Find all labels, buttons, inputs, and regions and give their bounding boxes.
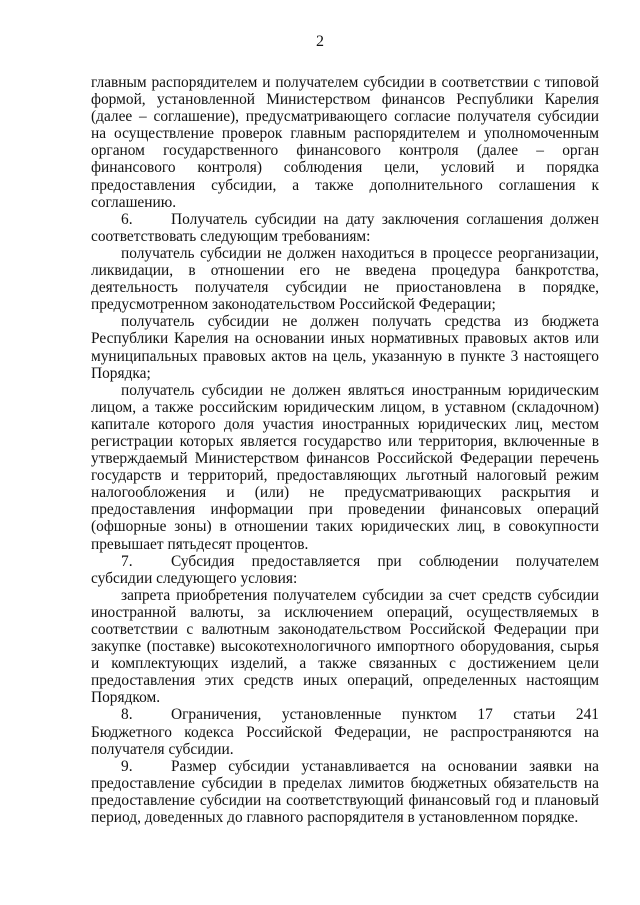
- paragraph-text: Размер субсидии устанавливается на основании заявки на предоставление субсидии в пределах лимитов бюджетных обязательств на предоставление субсидии на соответствующий финансовый год и плановый период, доведенных до главного распорядителя в установленном порядке.: [91, 757, 599, 827]
- paragraph-text: главным распорядителем и получателем субсидии в соответствии с типовой формой, установленной Министерством финансов Республики Карелия (далее – соглашение), предусматривающего согласие получателя субсидии на осуществление проверок главным распорядителем и уполномоченным органом государственного финансового контроля (далее – орган финансового контроля) соблюдения цели, условий и порядка предоставления субсидии, а также дополнительного соглашения к соглашению.: [91, 74, 599, 211]
- paragraph-text: Получатель субсидии на дату заключения соглашения должен соответствовать следующим требованиям:: [91, 210, 599, 245]
- paragraph-text: запрета приобретения получателем субсидии за счет средств субсидии иностранной валюты, за исключением операций, осуществляемых в соответствии с валютным законодательством Российской Федерации при закупке (поставке) высокотехнологичного импортного оборудования, сырья и комплектующих изделий, а также связанных с достижением цели предоставления этих средств иных операций, определенных настоящим Порядком.: [91, 586, 599, 707]
- clause-7: [91, 553, 599, 587]
- page-number: 2: [316, 33, 324, 50]
- paragraph-text: Субсидия предоставляется при соблюдении получателем субсидии следующего условия:: [91, 552, 599, 587]
- clause-6: [91, 211, 599, 245]
- paragraph-text: Ограничения, установленные пунктом 17 статьи 241 Бюджетного кодекса Российской Федерации, не распространяются на получателя субсидии.: [91, 706, 599, 758]
- clause-number: 7.: [121, 552, 133, 570]
- clause-number: 9.: [121, 757, 133, 775]
- clause-number: 8.: [121, 706, 133, 724]
- paragraph-text: получатель субсидии не должен получать средства из бюджета Республики Карелия на основании иных нормативных правовых актов или муниципальных правовых актов на цель, указанную в пункте 3 настоящего Порядка;: [91, 313, 599, 382]
- clause-9: [91, 758, 599, 826]
- clause-8: [91, 706, 599, 757]
- document-body: [91, 74, 599, 826]
- requirement-reorganization: [91, 245, 599, 313]
- condition-currency-ban: [91, 587, 599, 707]
- requirement-foreign-entity: [91, 382, 599, 553]
- paragraph-continuation: [91, 74, 599, 211]
- requirement-budget-funds: [91, 313, 599, 381]
- paragraph-text: получатель субсидии не должен находиться в процессе реорганизации, ликвидации, в отношении его не введена процедура банкротства, деятельность получателя субсидии не приостановлена в порядке, предусмотренном законодательством Российской Федерации;: [91, 244, 599, 314]
- paragraph-text: получатель субсидии не должен являться иностранным юридическим лицом, а также российским юридическим лицом, в уставном (складочном) капитале которого доля участия иностранных юридических лиц, местом регистрации которых является государство или территория, включенные в утверждаемый Министерством финансов Российской Федерации перечень государств и территорий, предоставляющих льготный налоговый режим налогообложения и (или) не предусматривающих раскрытия и предоставления информации при проведении финансовых операций (офшорные зоны) в отношении таких юридических лиц, в совокупности превышает пятьдесят процентов.: [91, 381, 599, 553]
- clause-number: 6.: [121, 210, 133, 228]
